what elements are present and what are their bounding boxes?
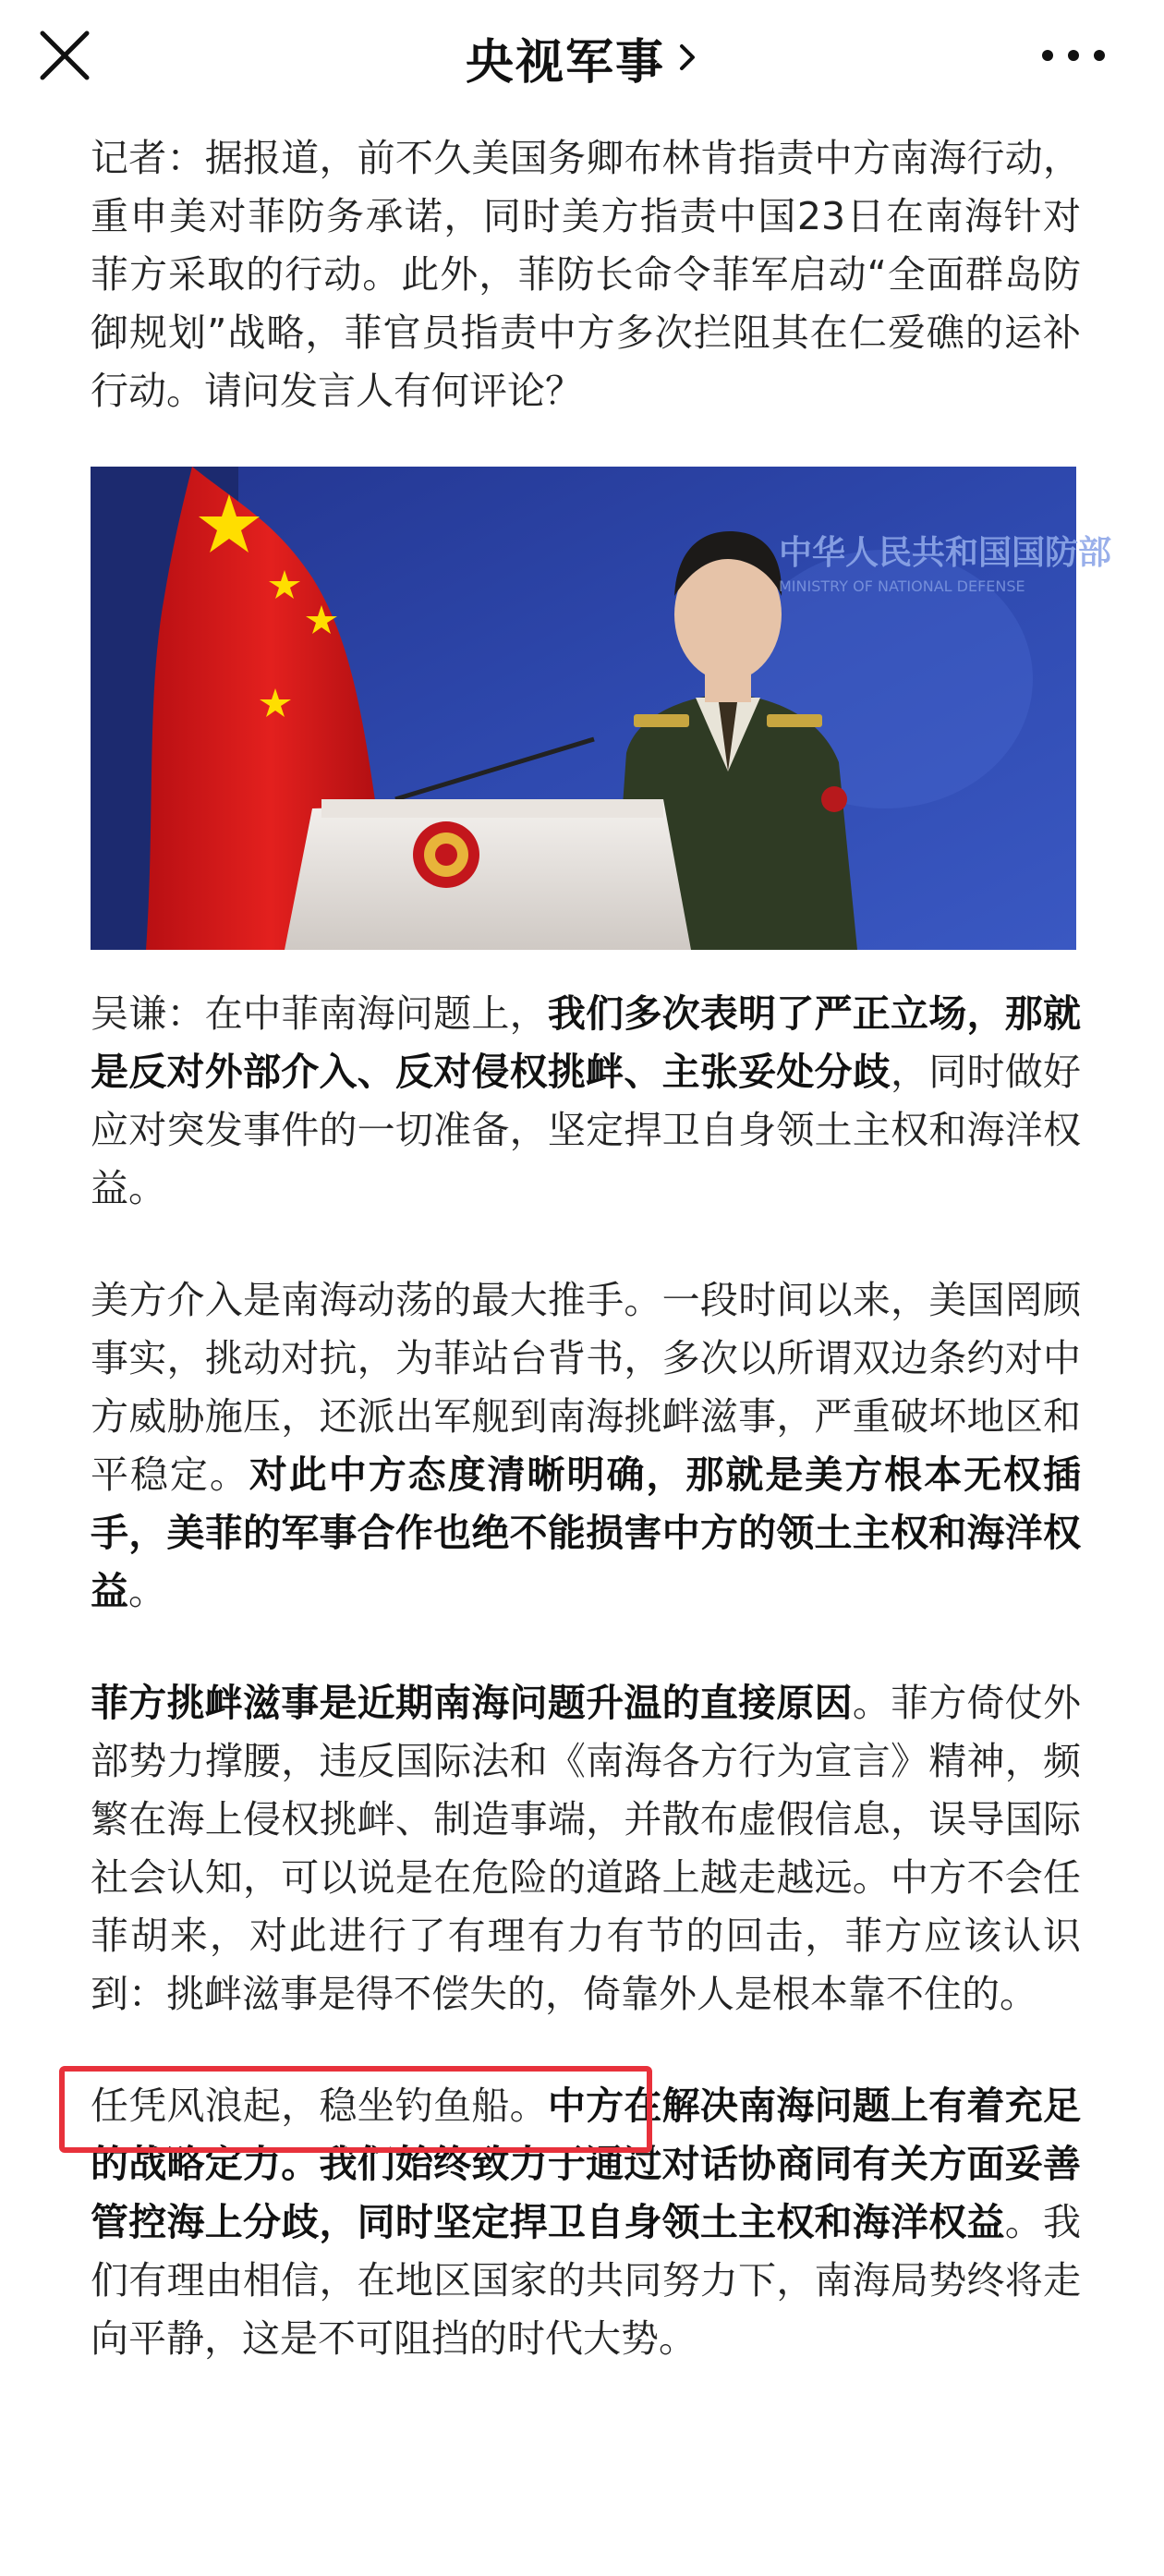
answer-1-suffix: ，同时做好应对突发事件的一切准备，坚定捍卫自身领土主权和海洋权益。	[91, 1050, 1082, 1210]
answer-2-end: 。	[128, 1569, 166, 1613]
account-title: 央视军事	[465, 34, 665, 91]
more-dots-icon	[1035, 37, 1112, 74]
answer-3-bold: 菲方挑衅滋事是近期南海问题升温的直接原因	[91, 1681, 853, 1725]
title-area	[0, 20, 1164, 94]
more-button[interactable]	[1035, 37, 1112, 74]
answer-4-highlight: 任凭风浪起，稳坐钓鱼船。	[91, 2084, 548, 2128]
chevron-right-icon	[676, 39, 698, 76]
top-bar	[0, 0, 1164, 115]
answer-4-normal: 。我们有理由相信，在地区国家的共同努力下，南海局势终将走向平静，这是不可阻挡的时代大势。	[91, 2200, 1082, 2361]
press-conference-photo	[91, 467, 1112, 950]
banner-subtext: MINISTRY OF NATIONAL DEFENSE	[779, 577, 1025, 595]
answer-2-bold: 对此中方态度清晰明确，那就是美方根本无权插手，美菲的军事合作也绝不能损害中方的领土主权和海洋权益	[91, 1452, 1082, 1613]
answer-1-prefix: 吴谦：在中菲南海问题上，	[91, 991, 548, 1036]
answer-1-bold: 我们多次表明了严正立场，那就是反对外部介入、反对侵权挑衅、主张妥处分歧	[91, 991, 1082, 1094]
answer-paragraph-2	[91, 1271, 1081, 1621]
answer-2-normal: 美方介入是南海动荡的最大推手。一段时间以来，美国罔顾事实，挑动对抗，为菲站台背书，多次以所谓双边条约对中方威胁施压，还派出军舰到南海挑衅滋事，严重破坏地区和平稳定。	[91, 1278, 1081, 1497]
photo-illustration	[91, 467, 1112, 950]
answer-paragraph-3	[91, 1674, 1081, 2023]
answer-4-bold: 中方在解决南海问题上有着充足的战略定力。我们始终致力于通过对话协商同有关方面妥善管控海上分歧，同时坚定捍卫自身领土主权和海洋权益	[91, 2084, 1082, 2244]
answer-3-normal: 。菲方倚仗外部势力撑腰，违反国际法和《南海各方行为宣言》精神，频繁在海上侵权挑衅、制造事端，并散布虚假信息，误导国际社会认知，可以说是在危险的道路上越走越远。中方不会任菲胡来，对此进行了有理有力有节的回击，菲方应该认识到：挑衅滋事是得不偿失的，倚靠外人是根本靠不住的。	[91, 1681, 1082, 2016]
account-title-button[interactable]	[466, 23, 698, 92]
answer-paragraph-4	[91, 2077, 1081, 2368]
article-body	[91, 129, 1112, 2368]
answer-paragraph-1	[91, 985, 1081, 1218]
banner-text: 中华人民共和国国防部	[779, 534, 1112, 572]
question-paragraph: 记者：据报道，前不久美国务卿布林肯指责中方南海行动，重申美对菲防务承诺，同时美方指责中国23日在南海针对菲方采取的行动。此外，菲防长命令菲军启动“全面群岛防御规划”战略，菲官员指责中方多次拦阻其在仁爱礁的运补行动。请问发言人有何评论？	[91, 136, 1081, 413]
